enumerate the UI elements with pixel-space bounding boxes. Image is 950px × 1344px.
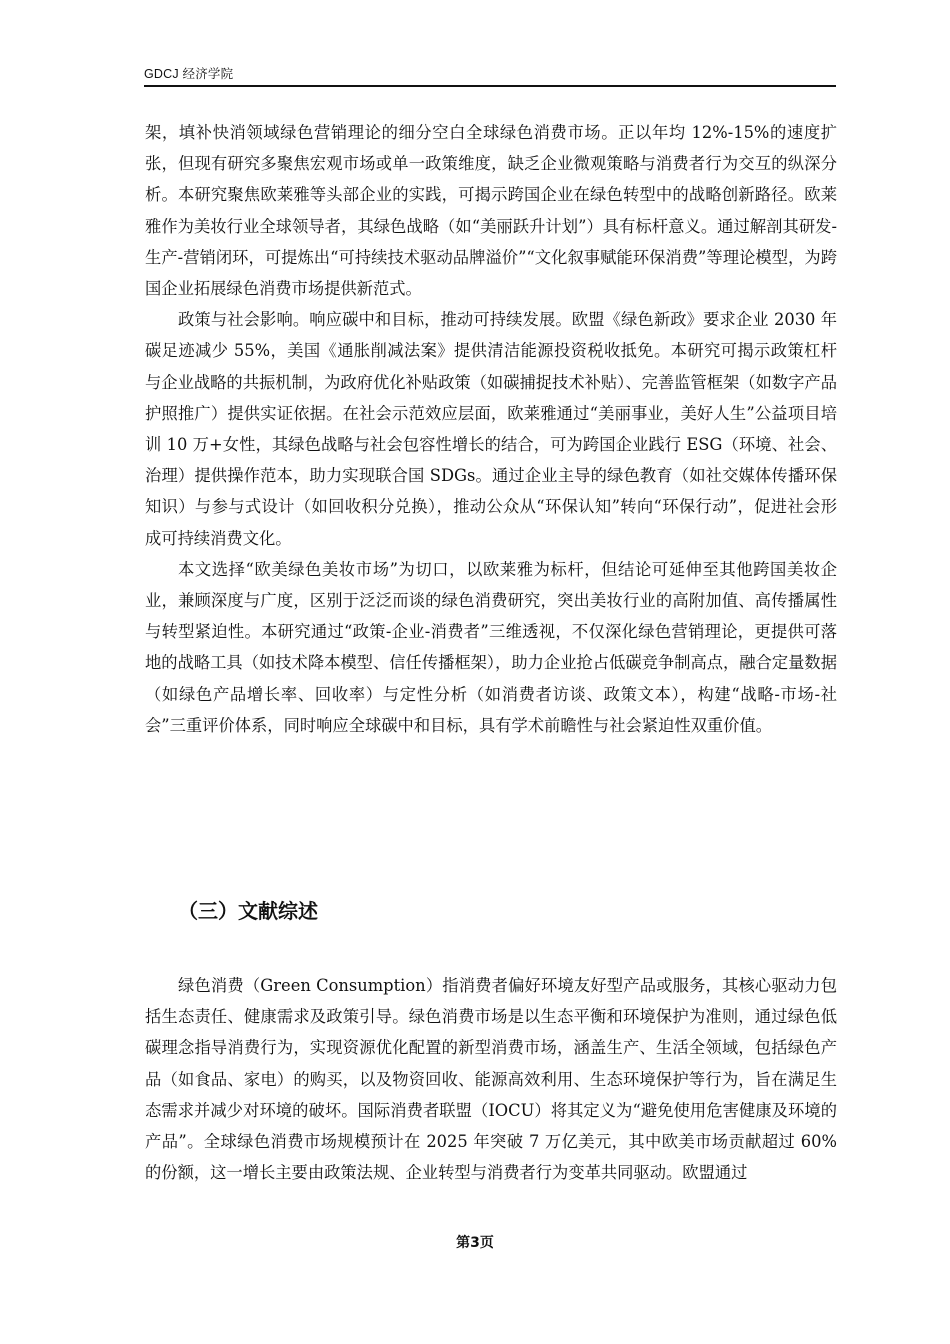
header-divider <box>144 85 836 87</box>
paragraph-research-significance: 架，填补快消领域绿色营销理论的细分空白全球绿色消费市场。正以年均 12%-15%的速度扩张，但现有研究多聚焦宏观市场或单一政策维度，缺乏企业微观策略与消费者行为交互的纵深分析。本研究聚焦欧莱雅等头部企业的实践，可揭示跨国企业在绿色转型中的战略创新路径。欧莱雅作为美妆行业全球领导者，其绿色战略（如“美丽跃升计划”）具有标杆意义。通过解剖其研发-生产-营销闭环，可提炼出“可持续技术驱动品牌溢价”“文化叙事赋能环保消费”等理论模型，为跨国企业拓展绿色消费市场提供新范式。 <box>145 123 837 299</box>
paragraph-scope-summary: 本文选择“欧美绿色美妆市场”为切口，以欧莱雅为标杆，但结论可延伸至其他跨国美妆企业，兼顾深度与广度，区别于泛泛而谈的绿色消费研究，突出美妆行业的高附加值、高传播属性与转型紧迫性。本研究通过“政策-企业-消费者”三维透视，不仅深化绿色营销理论，更提供可落地的战略工具（如技术降本模型、信任传播框架），助力企业抢占低碳竞争制高点，融合定量数据（如绿色产品增长率、回收率）与定性分析（如消费者访谈、政策文本），构建“战略-市场-社会”三重评价体系，同时响应全球碳中和目标，具有学术前瞻性与社会紧迫性双重价值。 <box>145 559 837 735</box>
page-header <box>144 66 836 82</box>
paragraph-green-consumption-definition: 绿色消费（Green Consumption）指消费者偏好环境友好型产品或服务，其核心驱动力包括生态责任、健康需求及政策引导。绿色消费市场是以生态平衡和环境保护为准则，通过绿色低碳理念指导消费行为，实现资源优化配置的新型消费市场，涵盖生产、生活全领域，包括绿色产品（如食品、家电）的购买，以及物资回收、能源高效利用、生态环境保护等行为，旨在满足生态需求并减少对环境的破坏。国际消费者联盟（IOCU）将其定义为“避免使用危害健康及环境的产品”。全球绿色消费市场规模预计在 2025 年突破 7 万亿美元，其中欧美市场贡献超过 60%的份额，这一增长主要由政策法规、企业转型与消费者行为变革共同驱动。欧盟通过 <box>145 976 837 1183</box>
section-heading: （三）文献综述 <box>178 899 318 923</box>
body-text-bottom <box>145 970 837 1188</box>
page-footer <box>0 1232 950 1252</box>
header-title: GDCJ 经济学院 <box>144 67 234 81</box>
paragraph-policy-social-impact: 政策与社会影响。响应碳中和目标，推动可持续发展。欧盟《绿色新政》要求企业 2030 年碳足迹减少 55%，美国《通胀削减法案》提供清洁能源投资税收抵免。本研究可揭示政策杠杆与企业战略的共振机制，为政府优化补贴政策（如碳捕捉技术补贴）、完善监管框架（如数字产品护照推广）提供实证依据。在社会示范效应层面，欧莱雅通过“美丽事业，美好人生”公益项目培训 10 万+女性，其绿色战略与社会包容性增长的结合，可为跨国企业践行 ESG（环境、社会、治理）提供操作范本，助力实现联合国 SDGs。通过企业主导的绿色教育（如社交媒体传播环保知识）与参与式设计（如回收积分兑换），推动公众从“环保认知”转向“环保行动”，促进社会形成可持续消费文化。 <box>145 310 837 548</box>
page-number: 第3页 <box>456 1235 494 1251</box>
section-heading-wrapper <box>145 897 318 925</box>
body-text-top <box>145 117 837 741</box>
